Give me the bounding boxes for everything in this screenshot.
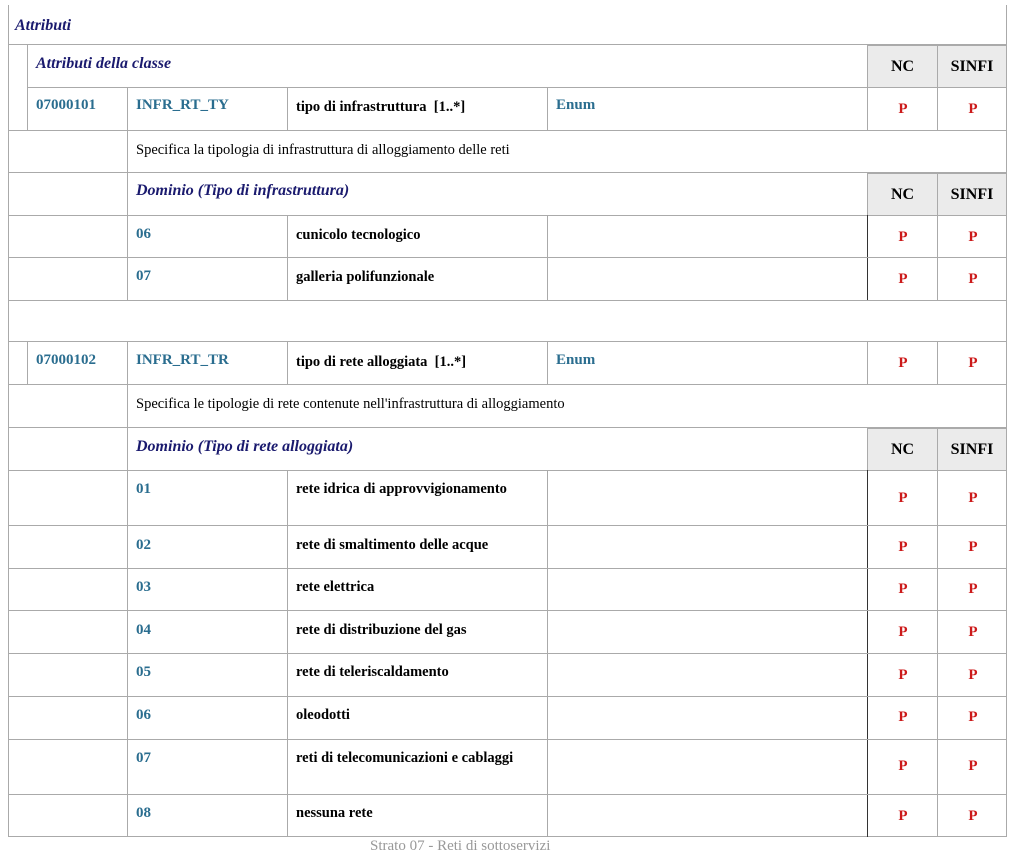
domain-label: rete elettrica [296,579,375,595]
attribute-sinfi: P [968,101,978,117]
domain-sinfi: P [968,624,978,640]
domain-code: 03 [136,579,151,595]
domain-sinfi: P [968,667,978,683]
domain-sinfi: P [968,539,978,555]
domain-label: rete di distribuzione del gas [296,622,467,638]
column-header-nc: NC [867,428,937,470]
attribute-description: Specifica la tipologia di infrastruttura di alloggiamento delle reti [136,142,510,158]
attribute-code: 07000101 [36,97,96,113]
attribute-sinfi: P [968,355,978,371]
domain-sinfi: P [968,808,978,824]
domain-label: rete di smaltimento delle acque [296,537,489,553]
domain-label: galleria polifunzionale [296,269,435,285]
attribute-type: Enum [556,97,596,113]
attribute-label: tipo di rete alloggiata [1..*] [296,354,467,370]
column-header-sinfi: SINFI [937,428,1007,470]
domain-nc: P [898,808,908,824]
domain-label: reti di telecomunicazioni e cablaggi [296,750,514,766]
column-header-sinfi: SINFI [937,45,1007,87]
column-header-sinfi: SINFI [937,173,1007,215]
domain-code: 07 [136,268,151,284]
domain-sinfi: P [968,490,978,506]
domain-nc: P [898,667,908,683]
domain-code: 07 [136,750,151,766]
domain-code: 08 [136,805,151,821]
domain-nc: P [898,229,908,245]
attribute-name: INFR_RT_TR [136,352,229,368]
domain-code: 02 [136,537,151,553]
domain-code: 06 [136,226,151,242]
domain-nc: P [898,271,908,287]
domain-label: rete di teleriscaldamento [296,664,449,680]
domain-sinfi: P [968,271,978,287]
attribute-description: Specifica le tipologie di rete contenute nell'infrastruttura di alloggiamento [136,396,565,412]
attribute-nc: P [898,101,908,117]
domain-label: oleodotti [296,707,350,723]
domain-sinfi: P [968,229,978,245]
attribute-nc: P [898,355,908,371]
domain-code: 01 [136,481,151,497]
column-header-nc: NC [867,45,937,87]
domain-nc: P [898,581,908,597]
domain-code: 05 [136,664,151,680]
attribute-code: 07000102 [36,352,96,368]
domain-nc: P [898,539,908,555]
domain-title: Dominio (Tipo di rete alloggiata) [136,438,354,455]
domain-code: 04 [136,622,151,638]
domain-code: 06 [136,707,151,723]
attribute-type: Enum [556,352,596,368]
attribute-name: INFR_RT_TY [136,97,229,113]
column-header-nc: NC [867,173,937,215]
domain-label: nessuna rete [296,805,373,821]
domain-nc: P [898,624,908,640]
domain-sinfi: P [968,709,978,725]
domain-nc: P [898,709,908,725]
section-title: Attributi [15,17,72,34]
figure-caption: Strato 07 - Reti di sottoservizi [370,838,551,854]
domain-label: cunicolo tecnologico [296,227,421,243]
domain-title: Dominio (Tipo di infrastruttura) [136,182,350,199]
domain-nc: P [898,490,908,506]
domain-sinfi: P [968,581,978,597]
domain-label: rete idrica di approvvigionamento [296,481,507,497]
domain-sinfi: P [968,758,978,774]
attribute-label: tipo di infrastruttura [1..*] [296,99,466,115]
domain-nc: P [898,758,908,774]
class-title: Attributi della classe [36,55,172,72]
